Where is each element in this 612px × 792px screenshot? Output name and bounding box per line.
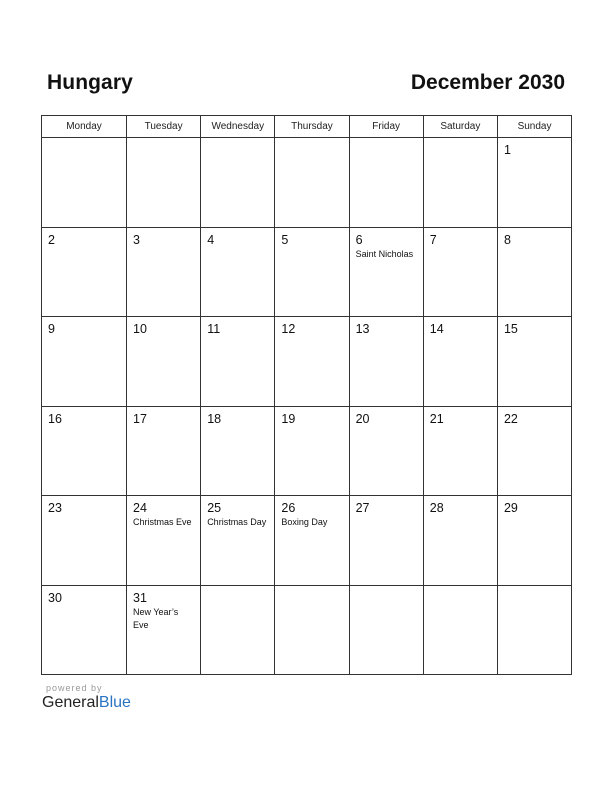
brand-blue: Blue <box>98 694 131 711</box>
week-row <box>42 317 572 407</box>
day-cell <box>423 317 497 407</box>
day-number: 30 <box>48 590 62 605</box>
day-cell <box>42 317 127 407</box>
day-cell <box>201 138 275 228</box>
day-cell <box>201 585 275 675</box>
day-number: 7 <box>429 232 437 247</box>
day-cell <box>127 496 201 586</box>
day-number: 14 <box>429 322 444 336</box>
week-row <box>42 496 572 586</box>
weekday-header: Tuesday <box>127 116 201 138</box>
day-cell <box>497 406 571 496</box>
day-number: 6 <box>355 232 363 247</box>
day-number: 11 <box>207 322 221 336</box>
day-number: 21 <box>429 411 444 426</box>
day-cell <box>497 227 571 317</box>
day-cell <box>423 496 497 586</box>
day-number: 22 <box>503 411 518 426</box>
day-number: 26 <box>281 501 296 515</box>
day-number: 23 <box>48 501 62 515</box>
day-cell <box>127 138 201 228</box>
day-cell <box>423 138 497 228</box>
week-row <box>42 227 572 317</box>
day-number: 1 <box>503 143 511 157</box>
week-row <box>42 406 572 496</box>
day-number: 5 <box>281 232 289 247</box>
day-number: 13 <box>355 322 370 336</box>
day-cell <box>423 406 497 496</box>
day-cell <box>349 585 423 675</box>
day-cell <box>275 227 349 317</box>
country-title: Hungary <box>47 71 133 94</box>
holiday-label: Christmas Eve <box>133 517 192 527</box>
day-cell <box>127 585 201 675</box>
day-number: 3 <box>133 232 140 247</box>
weekday-header-row <box>42 116 572 138</box>
weekday-header: Sunday <box>497 116 571 138</box>
holiday-label: Christmas Day <box>207 517 267 527</box>
day-cell <box>497 317 571 407</box>
day-cell <box>42 406 127 496</box>
day-cell <box>349 138 423 228</box>
day-number: 24 <box>133 501 147 515</box>
day-cell <box>127 317 201 407</box>
holiday-label: New Year’s Eve <box>133 606 179 630</box>
day-cell <box>201 406 275 496</box>
brand-logo[interactable] <box>42 694 131 712</box>
day-cell <box>127 406 201 496</box>
day-number: 20 <box>355 411 370 426</box>
weekday-header: Saturday <box>423 116 497 138</box>
day-cell <box>423 227 497 317</box>
day-cell <box>42 585 127 675</box>
day-cell <box>497 585 571 675</box>
day-cell <box>275 317 349 407</box>
powered-by-label: powered by <box>46 683 103 693</box>
day-cell <box>275 585 349 675</box>
month-year-title: December 2030 <box>410 71 565 94</box>
day-cell <box>127 227 201 317</box>
day-number: 15 <box>503 322 518 336</box>
day-number: 17 <box>133 411 147 426</box>
weekday-header: Thursday <box>275 116 349 138</box>
day-cell <box>275 496 349 586</box>
day-cell <box>349 317 423 407</box>
weekday-header: Friday <box>349 116 423 138</box>
weekday-header: Monday <box>42 116 127 138</box>
day-number: 8 <box>503 232 511 247</box>
day-number: 29 <box>503 501 518 515</box>
brand-general: General <box>42 694 99 711</box>
day-number: 9 <box>48 322 55 336</box>
day-cell <box>275 138 349 228</box>
calendar-grid <box>41 115 572 675</box>
day-number: 16 <box>48 411 62 426</box>
week-row <box>42 585 572 675</box>
week-row <box>42 138 572 228</box>
holiday-label: Boxing Day <box>281 517 328 527</box>
day-number: 19 <box>281 411 296 426</box>
day-cell <box>42 138 127 228</box>
day-cell <box>497 138 571 228</box>
day-cell <box>42 227 127 317</box>
day-cell <box>349 406 423 496</box>
day-cell <box>201 496 275 586</box>
day-number: 10 <box>133 322 147 336</box>
day-number: 28 <box>429 501 444 515</box>
day-number: 31 <box>133 590 147 605</box>
weekday-header: Wednesday <box>201 116 275 138</box>
day-number: 2 <box>48 232 55 247</box>
day-cell <box>275 406 349 496</box>
day-number: 27 <box>355 501 370 515</box>
day-number: 18 <box>207 411 222 426</box>
day-cell <box>423 585 497 675</box>
day-cell <box>42 496 127 586</box>
day-number: 25 <box>207 501 222 515</box>
holiday-label: Saint Nicholas <box>355 248 414 259</box>
day-cell <box>349 227 423 317</box>
day-number: 12 <box>281 322 296 336</box>
day-cell <box>497 496 571 586</box>
day-number: 4 <box>207 232 215 247</box>
day-cell <box>349 496 423 586</box>
day-cell <box>201 317 275 407</box>
day-cell <box>201 227 275 317</box>
